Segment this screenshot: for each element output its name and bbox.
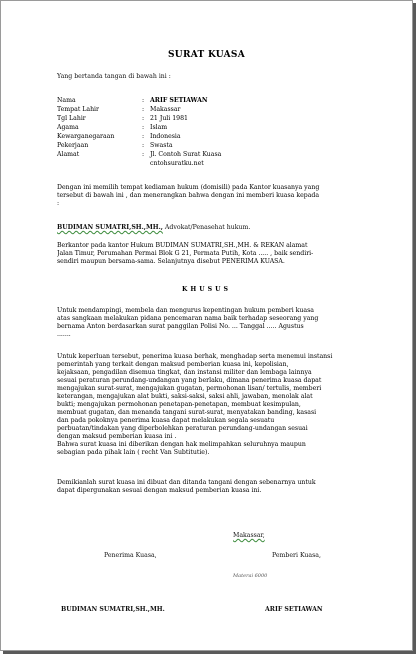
- paragraph-line: membuat gugatan, dan menanda tangani surat-surat, menyatakan banding, kasasi: [57, 409, 317, 416]
- receiver-name: BUDIMAN SUMATRI,SH.,MH.: [61, 606, 165, 613]
- field-value-tgl-lahir: 21 Juli 1981: [150, 115, 188, 122]
- attorney-title: Advokat/Penasehat hukum.: [162, 224, 251, 231]
- field-colon: :: [142, 151, 145, 158]
- paragraph-kantor: [57, 242, 375, 266]
- paragraph-line: kejaksaan, pengadilan disemua tingkat, dan instansi militer dan lembaga lainnya: [57, 369, 312, 376]
- field-label-agama: Agama: [57, 124, 79, 131]
- field-colon: :: [142, 115, 145, 122]
- receiver-label: Penerima Kuasa,: [104, 552, 157, 559]
- field-value-agama: Islam: [150, 124, 168, 131]
- paragraph-line: Berkantor pada kantor Hukum BUDIMAN SUMATRI,SH.,MH. & REKAN alamat: [57, 242, 308, 249]
- signing-place: Makassar,: [233, 532, 265, 539]
- paragraph-line: keterangan, mengajukan alat bukti, saksi-saksi, saksi ahli, jawaban, menolak alat: [57, 393, 313, 400]
- paragraph-line: mengajukan surat-surat, mengajukan gugatan, permohonan lisan/ tertulis, memberi: [57, 385, 322, 392]
- paragraph-line: perbuatan/tindakan yang diperbolehkan peraturan perundang-undangan sesuai: [57, 425, 308, 432]
- field-label-tempat-lahir: Tempat Lahir: [57, 106, 99, 113]
- field-value-pekerjaan: Swasta: [150, 142, 173, 149]
- paragraph-line: tersebut di bawah ini , dan menerangkan bahwa dengan ini memberi kuasa kepada: [57, 192, 320, 199]
- giver-label: Pemberi Kuasa,: [272, 552, 321, 559]
- giver-name: ARIF SETIAWAN: [265, 606, 323, 613]
- paragraph-authority: [57, 353, 375, 457]
- paragraph-line: Demikianlah surat kuasa ini dibuat dan ditanda tangani dengan sebenarnya untuk: [57, 479, 316, 486]
- document-title: SURAT KUASA: [168, 50, 245, 60]
- attorney-name: BUDIMAN SUMATRI,SH.,MH.,: [57, 224, 163, 231]
- paragraph-line: .......: [57, 331, 71, 338]
- paragraph-closing: [57, 479, 375, 495]
- paragraph-line: bukti; mengajukan permohonan penetapan-penetapan, membuat kesimpulan,: [57, 401, 301, 408]
- paragraph-line: Dengan ini memilih tempat kediaman hukum (domisili) pada Kantor kuasanya yang: [57, 184, 320, 191]
- paragraph-line: sendiri maupun bersama-sama. Selanjutnya disebut PENERIMA KUASA.: [57, 258, 285, 265]
- field-colon: :: [142, 97, 145, 104]
- paragraph-line: Untuk keperluan tersebut, penerima kuasa berhak, menghadap serta menemui instansi: [57, 353, 333, 360]
- field-label-pekerjaan: Pekerjaan: [57, 142, 89, 149]
- field-colon: :: [142, 133, 145, 140]
- field-colon: :: [142, 142, 145, 149]
- stamp-label: Materai 6000: [233, 573, 268, 579]
- paragraph-line: dengan maksud pemberian kuasa ini .: [57, 433, 177, 440]
- paragraph-line: pemerintah yang terkait dengan maksud pemberian kuasa ini, kepolisian,: [57, 361, 289, 368]
- field-label-nama: Nama: [57, 97, 76, 104]
- field-label-kewarganegaraan: Kewarganegaraan: [57, 133, 115, 140]
- field-colon: :: [142, 106, 145, 113]
- field-value-tempat-lahir: Makassar: [150, 106, 181, 113]
- paragraph-line: dapat dipergunakan sesuai dengan maksud pemberian kuasa ini.: [57, 487, 262, 494]
- field-value-nama: ARIF SETIAWAN: [150, 97, 208, 104]
- paragraph-mandate: [57, 307, 375, 339]
- field-value-alamat-line2: cntohsuratku.net: [150, 160, 204, 167]
- heading-khusus: KHUSUS: [182, 286, 231, 293]
- paragraph-line: atas sangkaan melakukan pidana pencemaran nama baik terhadap seseorang yang: [57, 315, 319, 322]
- field-value-alamat: Jl. Contoh Surat Kuasa: [150, 151, 222, 158]
- paragraph-line: :: [57, 200, 60, 207]
- field-label-tgl-lahir: Tgl Lahir: [57, 115, 86, 122]
- paragraph-domisili: [57, 184, 375, 208]
- paragraph-line: dan pada pokoknya penerima kuasa dapat melakukan segala sesuatu: [57, 417, 275, 424]
- paragraph-line: Jalan Timur, Perumahan Permai Blok G 21, Permata Putih, Kota ..... , baik sendiri-: [57, 250, 314, 257]
- field-label-alamat: Alamat: [57, 151, 80, 158]
- intro-text: Yang bertanda tangan di bawah ini :: [57, 73, 171, 80]
- paragraph-line: sesuai peraturan perundang-undangan yang berlaku, dimana penerima kuasa dapat: [57, 377, 322, 384]
- field-value-kewarganegaraan: Indonesia: [150, 133, 181, 140]
- field-colon: :: [142, 124, 145, 131]
- paragraph-line: bernama Anton berdasarkan surat panggilan Polisi No. ... Tanggal ..... Agustus: [57, 323, 304, 330]
- paragraph-line: sebagian pada pihak lain ( recht Van Subtitutie).: [57, 449, 210, 456]
- paragraph-line: Bahwa surat kuasa ini diberikan dengan hak melimpahkan seluruhnya maupun: [57, 441, 306, 448]
- paragraph-line: Untuk mendampingi, membela dan mengurus kepentingan hukum pemberi kuasa: [57, 307, 314, 314]
- attorney-line: [57, 224, 250, 232]
